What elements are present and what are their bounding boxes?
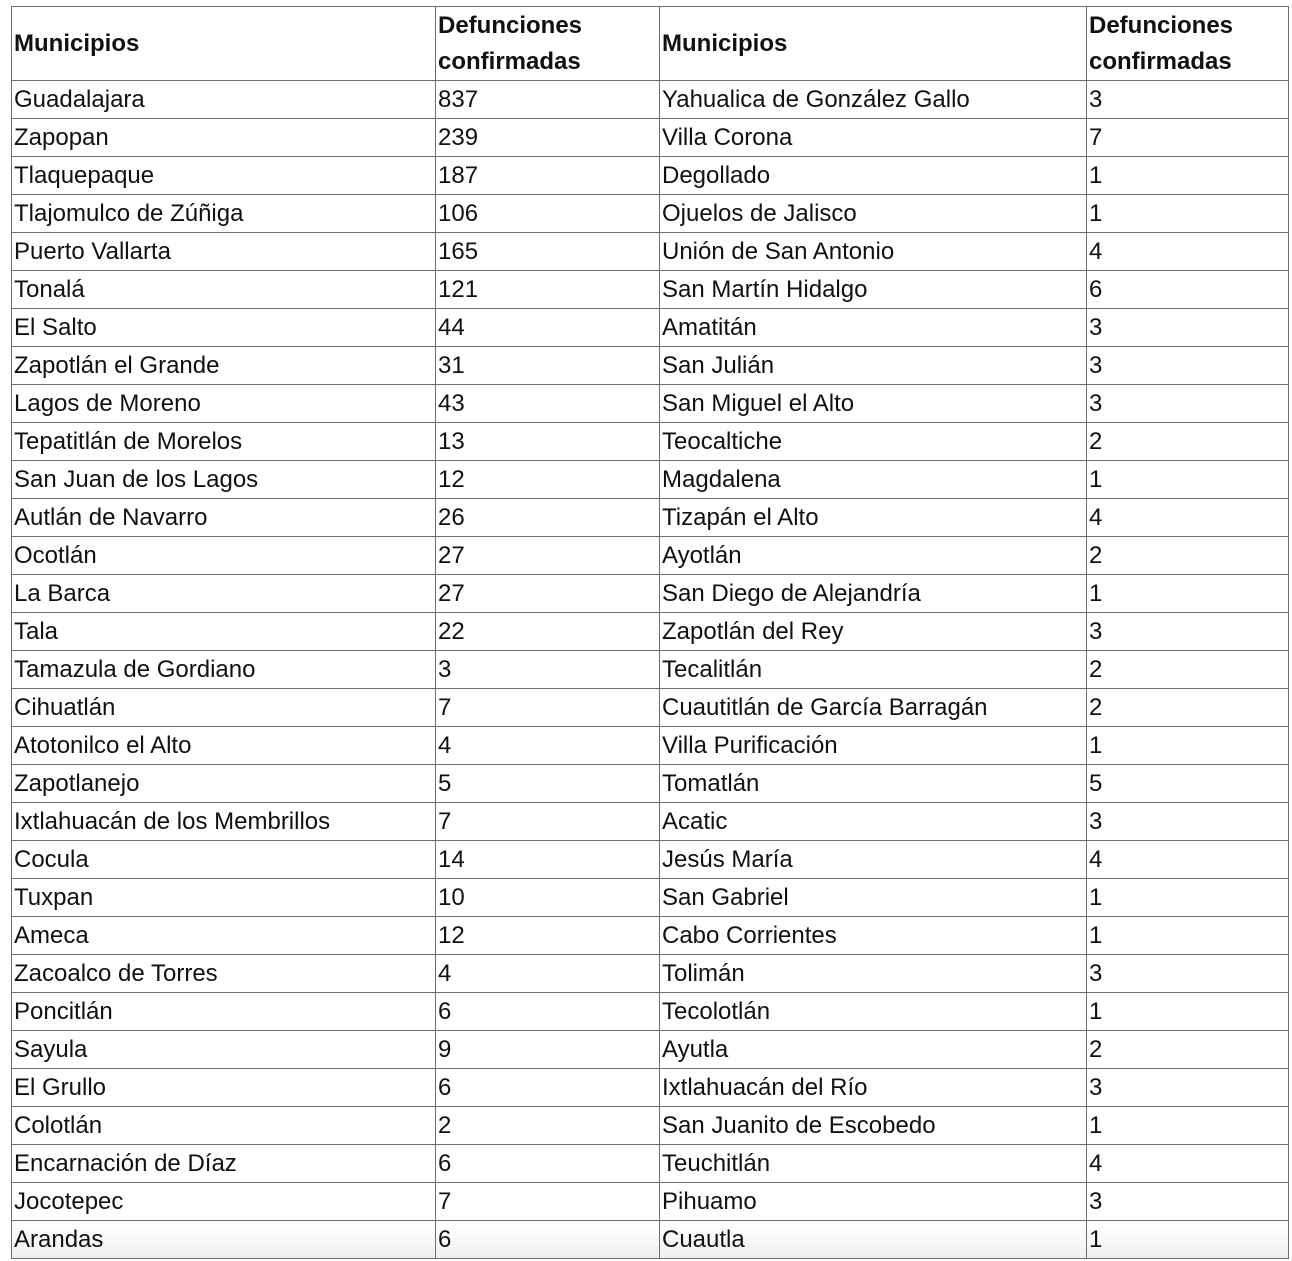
header-defunciones-left: Defunciones confirmadas <box>436 7 660 81</box>
defunciones-right-cell: 3 <box>1087 347 1289 385</box>
defunciones-right-cell: 3 <box>1087 309 1289 347</box>
defunciones-right-cell: 2 <box>1087 1031 1289 1069</box>
table-row <box>12 727 1289 765</box>
table-row <box>12 1221 1289 1259</box>
municipio-left-cell: Cocula <box>12 841 436 879</box>
municipio-right-cell: Pihuamo <box>660 1183 1087 1221</box>
header-municipios-right: Municipios <box>660 7 1087 81</box>
municipio-right-cell: Cabo Corrientes <box>660 917 1087 955</box>
defunciones-right-cell: 1 <box>1087 157 1289 195</box>
municipio-left-cell: Zacoalco de Torres <box>12 955 436 993</box>
municipio-right-cell: Tizapán el Alto <box>660 499 1087 537</box>
municipio-right-cell: Tecolotlán <box>660 993 1087 1031</box>
defunciones-right-cell: 1 <box>1087 461 1289 499</box>
defunciones-left-cell: 239 <box>436 119 660 157</box>
defunciones-left-cell: 27 <box>436 537 660 575</box>
defunciones-left-cell: 187 <box>436 157 660 195</box>
municipio-left-cell: Poncitlán <box>12 993 436 1031</box>
defunciones-right-cell: 1 <box>1087 879 1289 917</box>
defunciones-left-cell: 7 <box>436 689 660 727</box>
defunciones-left-cell: 22 <box>436 613 660 651</box>
header-municipios-left: Municipios <box>12 7 436 81</box>
table-row <box>12 613 1289 651</box>
table-row <box>12 1145 1289 1183</box>
municipio-left-cell: Lagos de Moreno <box>12 385 436 423</box>
municipio-left-cell: Puerto Vallarta <box>12 233 436 271</box>
defunciones-left-cell: 43 <box>436 385 660 423</box>
municipio-right-cell: Magdalena <box>660 461 1087 499</box>
defunciones-right-cell: 3 <box>1087 803 1289 841</box>
table-row <box>12 955 1289 993</box>
defunciones-right-cell: 1 <box>1087 993 1289 1031</box>
defunciones-left-cell: 121 <box>436 271 660 309</box>
defunciones-left-cell: 3 <box>436 651 660 689</box>
municipio-left-cell: Tepatitlán de Morelos <box>12 423 436 461</box>
defunciones-right-cell: 1 <box>1087 727 1289 765</box>
defunciones-left-cell: 106 <box>436 195 660 233</box>
defunciones-left-cell: 27 <box>436 575 660 613</box>
municipio-left-cell: Tuxpan <box>12 879 436 917</box>
municipio-right-cell: San Martín Hidalgo <box>660 271 1087 309</box>
municipio-left-cell: Cihuatlán <box>12 689 436 727</box>
municipio-left-cell: Ocotlán <box>12 537 436 575</box>
defunciones-right-cell: 2 <box>1087 423 1289 461</box>
table-row <box>12 423 1289 461</box>
defunciones-left-cell: 10 <box>436 879 660 917</box>
table-row <box>12 917 1289 955</box>
defunciones-left-cell: 12 <box>436 461 660 499</box>
defunciones-left-cell: 4 <box>436 955 660 993</box>
defunciones-left-cell: 2 <box>436 1107 660 1145</box>
header-row <box>12 7 1289 81</box>
municipio-left-cell: Guadalajara <box>12 81 436 119</box>
municipio-right-cell: Ojuelos de Jalisco <box>660 195 1087 233</box>
table-row <box>12 119 1289 157</box>
table-row <box>12 1107 1289 1145</box>
table-row <box>12 841 1289 879</box>
table-row <box>12 81 1289 119</box>
defunciones-right-cell: 5 <box>1087 765 1289 803</box>
defunciones-left-cell: 7 <box>436 1183 660 1221</box>
municipio-right-cell: Tolimán <box>660 955 1087 993</box>
municipio-right-cell: Amatitán <box>660 309 1087 347</box>
defunciones-right-cell: 6 <box>1087 271 1289 309</box>
table-row <box>12 347 1289 385</box>
deaths-by-municipality-table <box>11 6 1289 1259</box>
defunciones-right-cell: 1 <box>1087 1107 1289 1145</box>
municipio-left-cell: El Salto <box>12 309 436 347</box>
municipio-right-cell: Ayotlán <box>660 537 1087 575</box>
table-row <box>12 765 1289 803</box>
table-body <box>12 81 1289 1259</box>
municipio-right-cell: San Julián <box>660 347 1087 385</box>
municipio-right-cell: Tomatlán <box>660 765 1087 803</box>
municipio-left-cell: Encarnación de Díaz <box>12 1145 436 1183</box>
defunciones-left-cell: 4 <box>436 727 660 765</box>
deaths-table-container <box>11 6 1289 1259</box>
municipio-right-cell: Tecalitlán <box>660 651 1087 689</box>
defunciones-right-cell: 4 <box>1087 499 1289 537</box>
municipio-right-cell: San Miguel el Alto <box>660 385 1087 423</box>
defunciones-right-cell: 3 <box>1087 1183 1289 1221</box>
defunciones-left-cell: 6 <box>436 1069 660 1107</box>
defunciones-right-cell: 4 <box>1087 841 1289 879</box>
defunciones-left-cell: 6 <box>436 1221 660 1259</box>
municipio-left-cell: Colotlán <box>12 1107 436 1145</box>
defunciones-right-cell: 1 <box>1087 917 1289 955</box>
municipio-left-cell: San Juan de los Lagos <box>12 461 436 499</box>
municipio-left-cell: Zapotlanejo <box>12 765 436 803</box>
municipio-left-cell: Jocotepec <box>12 1183 436 1221</box>
municipio-left-cell: Zapotlán el Grande <box>12 347 436 385</box>
table-row <box>12 1031 1289 1069</box>
municipio-right-cell: San Gabriel <box>660 879 1087 917</box>
defunciones-left-cell: 6 <box>436 1145 660 1183</box>
table-row <box>12 651 1289 689</box>
defunciones-right-cell: 3 <box>1087 955 1289 993</box>
municipio-right-cell: San Juanito de Escobedo <box>660 1107 1087 1145</box>
municipio-left-cell: La Barca <box>12 575 436 613</box>
defunciones-left-cell: 14 <box>436 841 660 879</box>
defunciones-right-cell: 1 <box>1087 195 1289 233</box>
defunciones-right-cell: 3 <box>1087 1069 1289 1107</box>
defunciones-right-cell: 4 <box>1087 1145 1289 1183</box>
municipio-right-cell: Cuautla <box>660 1221 1087 1259</box>
table-row <box>12 1183 1289 1221</box>
municipio-right-cell: Zapotlán del Rey <box>660 613 1087 651</box>
municipio-right-cell: Unión de San Antonio <box>660 233 1087 271</box>
municipio-right-cell: Teuchitlán <box>660 1145 1087 1183</box>
defunciones-left-cell: 44 <box>436 309 660 347</box>
municipio-right-cell: Yahualica de González Gallo <box>660 81 1087 119</box>
defunciones-right-cell: 7 <box>1087 119 1289 157</box>
municipio-right-cell: Jesús María <box>660 841 1087 879</box>
municipio-left-cell: Atotonilco el Alto <box>12 727 436 765</box>
municipio-left-cell: Zapopan <box>12 119 436 157</box>
table-row <box>12 309 1289 347</box>
defunciones-left-cell: 13 <box>436 423 660 461</box>
municipio-left-cell: Tamazula de Gordiano <box>12 651 436 689</box>
defunciones-right-cell: 3 <box>1087 81 1289 119</box>
municipio-left-cell: Ixtlahuacán de los Membrillos <box>12 803 436 841</box>
municipio-right-cell: Cuautitlán de García Barragán <box>660 689 1087 727</box>
municipio-right-cell: San Diego de Alejandría <box>660 575 1087 613</box>
table-row <box>12 537 1289 575</box>
municipio-left-cell: Tlaquepaque <box>12 157 436 195</box>
table-row <box>12 1069 1289 1107</box>
municipio-left-cell: Ameca <box>12 917 436 955</box>
municipio-right-cell: Villa Corona <box>660 119 1087 157</box>
table-row <box>12 993 1289 1031</box>
table-row <box>12 499 1289 537</box>
municipio-right-cell: Ayutla <box>660 1031 1087 1069</box>
defunciones-left-cell: 12 <box>436 917 660 955</box>
defunciones-left-cell: 837 <box>436 81 660 119</box>
table-row <box>12 385 1289 423</box>
table-row <box>12 157 1289 195</box>
municipio-left-cell: Tonalá <box>12 271 436 309</box>
defunciones-right-cell: 3 <box>1087 385 1289 423</box>
municipio-left-cell: El Grullo <box>12 1069 436 1107</box>
municipio-right-cell: Teocaltiche <box>660 423 1087 461</box>
table-header <box>12 7 1289 81</box>
defunciones-left-cell: 9 <box>436 1031 660 1069</box>
defunciones-right-cell: 2 <box>1087 689 1289 727</box>
defunciones-right-cell: 3 <box>1087 613 1289 651</box>
municipio-right-cell: Ixtlahuacán del Río <box>660 1069 1087 1107</box>
table-row <box>12 803 1289 841</box>
table-row <box>12 271 1289 309</box>
defunciones-right-cell: 2 <box>1087 537 1289 575</box>
municipio-right-cell: Degollado <box>660 157 1087 195</box>
header-defunciones-right: Defunciones confirmadas <box>1087 7 1289 81</box>
defunciones-left-cell: 165 <box>436 233 660 271</box>
defunciones-right-cell: 4 <box>1087 233 1289 271</box>
defunciones-left-cell: 5 <box>436 765 660 803</box>
municipio-left-cell: Tlajomulco de Zúñiga <box>12 195 436 233</box>
table-row <box>12 461 1289 499</box>
defunciones-left-cell: 31 <box>436 347 660 385</box>
defunciones-right-cell: 1 <box>1087 1221 1289 1259</box>
table-row <box>12 689 1289 727</box>
municipio-left-cell: Autlán de Navarro <box>12 499 436 537</box>
table-row <box>12 233 1289 271</box>
table-row <box>12 879 1289 917</box>
municipio-left-cell: Sayula <box>12 1031 436 1069</box>
municipio-left-cell: Arandas <box>12 1221 436 1259</box>
municipio-left-cell: Tala <box>12 613 436 651</box>
defunciones-left-cell: 7 <box>436 803 660 841</box>
table-row <box>12 195 1289 233</box>
defunciones-right-cell: 2 <box>1087 651 1289 689</box>
municipio-right-cell: Acatic <box>660 803 1087 841</box>
defunciones-left-cell: 26 <box>436 499 660 537</box>
defunciones-left-cell: 6 <box>436 993 660 1031</box>
table-row <box>12 575 1289 613</box>
municipio-right-cell: Villa Purificación <box>660 727 1087 765</box>
defunciones-right-cell: 1 <box>1087 575 1289 613</box>
